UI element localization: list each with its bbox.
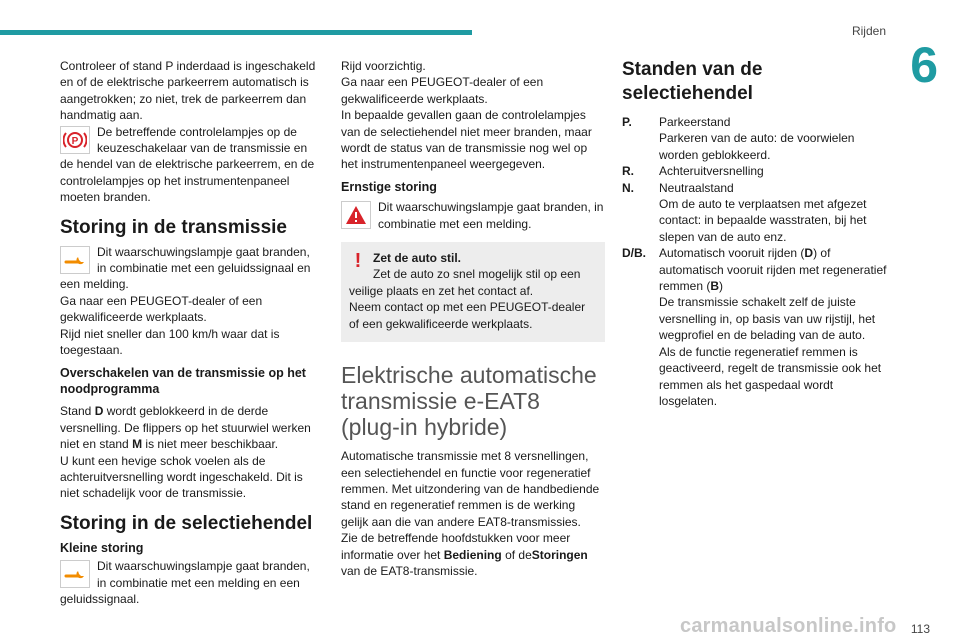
heading-noodprogramma: Overschakelen van de transmissie op het noodprogramma <box>60 365 306 396</box>
severe-fault-text: Dit waarschuwingslampje gaat branden, in combinatie met een melding. <box>378 200 604 231</box>
heading-kleine-storing: Kleine storing <box>60 540 144 555</box>
position-description: Neutraalstand Om de auto te verplaatsen met afgezet contact: in bepaalde wasstraten, bij het slepen van de auto enz. <box>659 180 867 244</box>
svg-text:P: P <box>71 135 79 147</box>
top-accent-bar <box>0 30 472 35</box>
transmission-warning-block <box>60 244 318 293</box>
transmission-dealer-text: Ga naar een PEUGEOT-dealer of een gekwalificeerde werkplaats. <box>60 293 263 325</box>
chapter-number: 6 <box>910 37 938 93</box>
eeat8-reference: Zie de betreffende hoofdstukken voor meer informatie over het Bediening of deStoringen van de EAT8-transmissie. <box>341 531 588 578</box>
heading-storing-transmissie: Storing in de transmissie <box>60 216 287 238</box>
column-1 <box>60 58 318 607</box>
eeat8-description: Automatische transmissie met 8 versnellingen, een selectiehendel en functie voor regeneratief remmen. Met uitzondering van de handbediende stand en regeneratief remmen is de werking gelijk aan die van andere EAT8-transmissies. <box>341 449 600 529</box>
exclamation-icon: ! <box>354 250 362 273</box>
transmission-warning-text: Dit waarschuwingslampje gaat branden, in combinatie met een geluidssignaal en een melding. <box>60 244 311 292</box>
warning-triangle-icon <box>341 201 371 229</box>
controlelampjes-text: In bepaalde gevallen gaan de controlelampjes van de selectiehendel niet meer branden, maar wordt de status van de transmissie nog wel op het instrumentenpaneel weergegeven. <box>341 108 592 172</box>
watermark: carmanualsonline.info <box>680 615 897 637</box>
position-description: Automatisch vooruit rijden (D) of automatisch vooruit rijden met regeneratief remmen (B) De transmissie schakelt zelf de juiste versnelling in, op basis van uw rijstijl, het wegprofiel en de belading van de auto. Als de functie regeneratief remmen is geactiveerd, regelt de transmissie ook het remmen als het gaspedaal wordt losgelaten. <box>659 246 887 408</box>
warning-box <box>341 242 605 342</box>
parking-brake-warning-icon <box>60 126 90 154</box>
gear-positions-list <box>622 114 888 409</box>
position-key: N. <box>622 180 634 195</box>
heading-standen: Standen van de selectiehendel <box>622 59 763 104</box>
wrench-warning-icon <box>60 246 90 274</box>
transmission-speed-text: Rijd niet sneller dan 100 km/h waar dat is toegestaan. <box>60 326 280 358</box>
position-description: Achteruitversnelling <box>659 164 764 179</box>
wrench-warning-icon <box>60 560 90 588</box>
position-key: P. <box>622 115 632 129</box>
warning-text-1: Zet de auto zo snel mogelijk stil op een veilige plaats en zet het contact af. <box>349 267 581 298</box>
intro-paragraph-2: De betreffende controlelampjes op de keuzeschakelaar van de transmissie en de hendel van de elektrische parkeerrem, en de controlelampjes op het instrumentenpaneel moeten branden. <box>60 124 315 205</box>
position-description: Parkeerstand Parkeren van de auto: de voorwielen worden geblokkeerd. <box>659 115 855 162</box>
intro-paragraph: Controleer of stand P inderdaad is ingeschakeld en of de elektrische parkeerrem automatisch is aangetrokken; zo niet, trek de parkeerrem dan handmatig aan. <box>60 59 316 123</box>
drive-carefully-text: Rijd voorzichtig. <box>341 59 426 73</box>
section-label: Rijden <box>851 24 886 38</box>
noodprogramma-text-2: U kunt een hevige schok voelen als de achteruitversnelling wordt ingeschakeld. Dit is niet schadelijk voor de transmissie. <box>60 453 303 501</box>
minor-fault-block <box>60 558 318 607</box>
position-key: D/B. <box>622 246 646 261</box>
column-2 <box>341 58 605 579</box>
warning-title: Zet de auto stil. <box>373 251 462 266</box>
heading-storing-selectiehendel: Storing in de selectiehendel <box>60 512 313 534</box>
severe-fault-block <box>341 199 605 232</box>
dealer-text: Ga naar een PEUGEOT-dealer of een gekwalificeerde werkplaats. <box>341 75 544 106</box>
warning-text-2: Neem contact op met een PEUGEOT-dealer of een gekwalificeerde werkplaats. <box>349 300 586 331</box>
heading-eeat8: Elektrische automatische transmissie e-EAT8 (plug-in hybride) <box>341 362 597 441</box>
parking-brake-block <box>60 124 318 206</box>
minor-fault-text: Dit waarschuwingslampje gaat branden, in combinatie met een melding en een geluidssignaal. <box>60 559 310 606</box>
column-3 <box>622 58 888 409</box>
page-number: 113 <box>910 622 930 636</box>
heading-ernstige-storing: Ernstige storing <box>341 179 437 194</box>
position-key: R. <box>622 164 634 179</box>
noodprogramma-text: Stand D wordt geblokkeerd in de derde versnelling. De flippers op het stuurwiel werken niet en stand M is niet meer beschikbaar. <box>60 404 311 452</box>
